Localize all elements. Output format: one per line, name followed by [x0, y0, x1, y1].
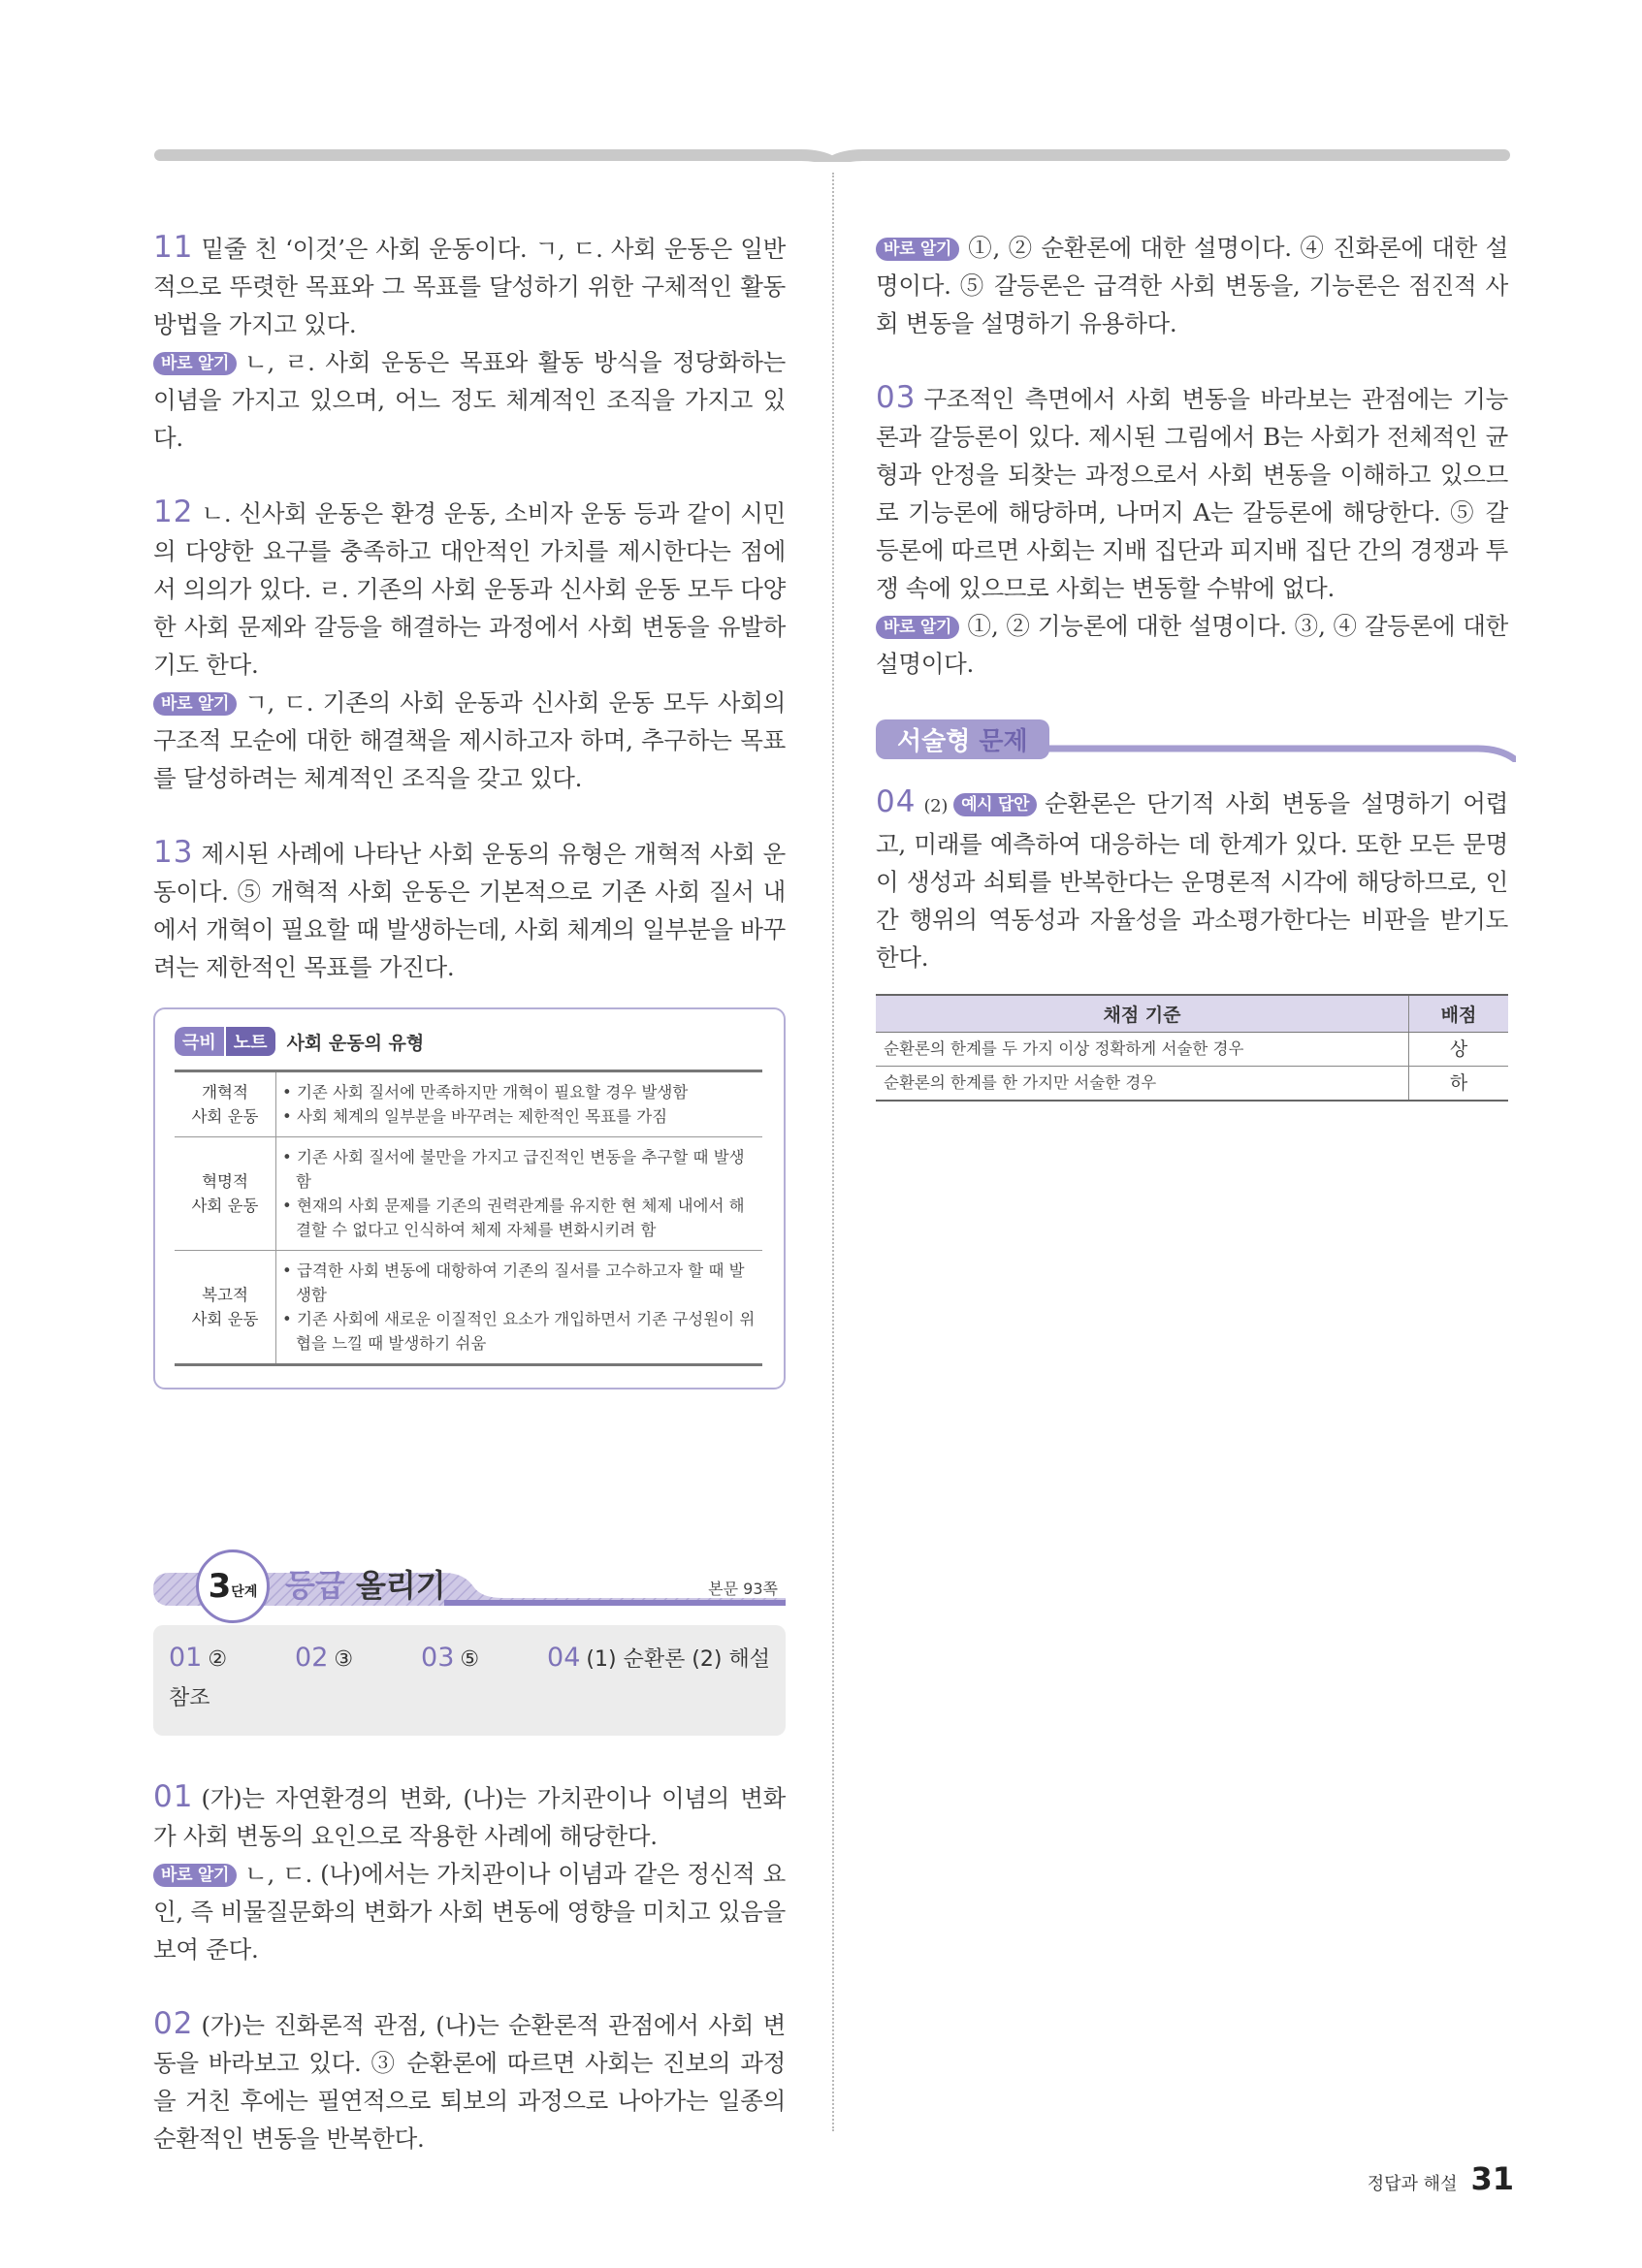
correction-tag: 바로 알기	[153, 352, 237, 375]
list-item: • 기존 사회에 새로운 이질적인 요소가 개입하면서 기존 구성원이 위협을 느낄 때 발생하기 쉬움	[282, 1307, 757, 1356]
answer-11	[153, 229, 786, 457]
answer-text: 밑줄 친 ‘이것’은 사회 운동이다. ㄱ, ㄷ. 사회 운동은 일반적으로 뚜렷한 목표와 그 목표를 달성하기 위한 구체적인 활동 방법을 가지고 있다.	[153, 235, 786, 338]
answer-02-correction	[876, 229, 1508, 342]
criteria-cell: 순환론의 한계를 한 가지만 서술한 경우	[876, 1067, 1409, 1102]
column-divider	[832, 173, 834, 2131]
table-row	[175, 1137, 762, 1251]
note-table	[175, 1070, 762, 1366]
column-header: 배점	[1409, 995, 1509, 1033]
answer-text: 구조적인 측면에서 사회 변동을 바라보는 관점에는 기능론과 갈등론이 있다. 제시된 그림에서 B는 사회가 전체적인 균형과 안정을 되찾는 과정으로서 사회 변동을 이해하고 있으므로 기능론에 해당하며, 나머지 A는 갈등론에 해당한다. ⑤ 갈등론에 따르면 사회는 지배 집단과 피지배 집단 간의 경쟁과 투쟁 속에 있으므로 사회는 변동할 수밖에 없다.	[876, 385, 1508, 602]
answer-key-item: 02 ③	[295, 1643, 354, 1673]
table-header-row	[876, 995, 1508, 1033]
footer-label: 정답과 해설	[1367, 2174, 1458, 2194]
answer-01	[153, 1778, 786, 1968]
correction-tag: 바로 알기	[153, 1864, 237, 1887]
question-number: 01	[153, 1779, 194, 1814]
correction-text: ㄱ, ㄷ. 기존의 사회 운동과 신사회 운동 모두 사회의 구조적 모순에 대한 해결책을 제시하고자 하며, 추구하는 목표를 달성하려는 체계적인 조직을 갖고 있다.	[153, 688, 786, 792]
stage-3-section	[153, 1544, 786, 2194]
answer-key-item: 01 ②	[169, 1643, 228, 1673]
desc-cell	[276, 1137, 763, 1251]
answer-04	[876, 783, 1508, 976]
answer-text: ㄴ. 신사회 운동은 환경 운동, 소비자 운동 등과 같이 시민의 다양한 요구를 충족하고 대안적인 가치를 제시한다는 점에서 의의가 있다. ㄹ. 기존의 사회 운동과 신사회 운동 모두 다양한 사회 문제와 갈등을 해결하는 과정에서 사회 변동을 유발하기도 한다.	[153, 499, 786, 679]
scoring-table	[876, 994, 1508, 1102]
question-number: 12	[153, 495, 194, 529]
table-row	[876, 1033, 1508, 1067]
stage-number-badge	[196, 1549, 270, 1623]
answer-key-item: 04 (1) 순환론 (2) 해설	[547, 1643, 770, 1673]
stage-unit: 단계	[231, 1584, 258, 1600]
list-item: • 사회 체계의 일부분을 바꾸려는 제한적인 목표를 가짐	[282, 1104, 757, 1129]
sample-answer-tag: 예시 답안	[953, 793, 1037, 816]
score-cell: 하	[1409, 1067, 1509, 1102]
answer-text: 제시된 사례에 나타난 사회 운동의 유형은 개혁적 사회 운동이다. ⑤ 개혁적 사회 운동은 기본적으로 기존 사회 질서 내에서 개혁이 필요할 때 발생하는데, 사회 체계의 일부분을 바꾸려는 제한적인 목표를 가진다.	[153, 840, 786, 981]
type-cell: 혁명적 사회 운동	[175, 1137, 276, 1251]
answer-text: 순환론은 단기적 사회 변동을 설명하기 어렵고, 미래를 예측하여 대응하는 데 한계가 있다. 또한 모든 문명이 생성과 쇠퇴를 반복한다는 운명론적 시각에 해당하므로, 인간 행위의 역동성과 자율성을 과소평가한다는 비판을 받기도 한다.	[876, 789, 1508, 972]
answer-key-box	[153, 1625, 786, 1736]
question-number: 02	[153, 2006, 194, 2041]
correction-tag: 바로 알기	[876, 616, 959, 639]
correction-text: ㄴ, ㄷ. (나)에서는 가치관이나 이념과 같은 정신적 요인, 즉 비물질문화의 변화가 사회 변동에 영향을 미치고 있음을 보여 준다.	[153, 1860, 786, 1964]
correction-text: ①, ② 순환론에 대한 설명이다. ④ 진화론에 대한 설명이다. ⑤ 갈등론은 급격한 사회 변동을, 기능론은 점진적 사회 변동을 설명하기 유용하다.	[876, 234, 1508, 337]
page-reference: 본문 93쪽	[708, 1580, 778, 1598]
key-note-box	[153, 1007, 786, 1390]
list-item: • 급격한 사회 변동에 대항하여 기존의 질서를 고수하고자 할 때 발생함	[282, 1259, 757, 1307]
correction-text: ㄴ, ㄹ. 사회 운동은 목표와 활동 방식을 정당화하는 이념을 가지고 있으며, 어느 정도 체계적인 조직을 가지고 있다.	[153, 348, 786, 452]
stage-header	[153, 1544, 786, 1621]
list-item: • 현재의 사회 문제를 기존의 권력관계를 유지한 현 체제 내에서 해결할 수 없다고 인식하여 체제 자체를 변화시키려 함	[282, 1194, 757, 1242]
answer-03	[876, 379, 1508, 683]
section-header-line	[1021, 741, 1516, 762]
desc-cell	[276, 1251, 763, 1365]
note-badge	[175, 1025, 277, 1058]
correction-tag: 바로 알기	[153, 692, 237, 716]
question-number: 04	[876, 784, 917, 819]
page-number: 31	[1470, 2160, 1514, 2197]
list-item: • 기존 사회 질서에 불만을 가지고 급진적인 변동을 추구할 때 발생함	[282, 1145, 757, 1194]
top-divider-bar	[153, 148, 1511, 162]
answer-text: (가)는 진화론적 관점, (나)는 순환론적 관점에서 사회 변동을 바라보고 있다. ③ 순환론에 따르면 사회는 진보의 과정을 거친 후에는 필연적으로 퇴보의 과정으로 나아가는 일종의 순환적인 변동을 반복한다.	[153, 2011, 786, 2153]
list-item: • 기존 사회 질서에 만족하지만 개혁이 필요할 경우 발생함	[282, 1080, 757, 1104]
table-row	[175, 1071, 762, 1137]
section-title: 서술형 문제	[876, 719, 1049, 759]
answer-12	[153, 494, 786, 797]
table-row	[175, 1251, 762, 1365]
question-number: 11	[153, 230, 194, 265]
type-cell: 개혁적 사회 운동	[175, 1071, 276, 1137]
answer-13	[153, 834, 786, 986]
desc-cell	[276, 1071, 763, 1137]
table-row	[876, 1067, 1508, 1102]
stage-number: 3	[208, 1567, 232, 1606]
stage-title: 등급 올리기	[285, 1567, 446, 1604]
right-column	[876, 229, 1508, 1102]
answer-text: (가)는 자연환경의 변화, (나)는 가치관이나 이념의 변화가 사회 변동의 요인으로 작용한 사례에 해당한다.	[153, 1784, 786, 1850]
score-cell: 상	[1409, 1033, 1509, 1067]
note-badge-label: 극비	[175, 1027, 224, 1056]
column-header: 채점 기준	[876, 995, 1409, 1033]
note-badge-label: 노트	[224, 1025, 277, 1058]
correction-text: ①, ② 기능론에 대한 설명이다. ③, ④ 갈등론에 대한 설명이다.	[876, 612, 1508, 678]
note-title: 사회 운동의 유형	[286, 1032, 425, 1054]
question-number: 03	[876, 380, 917, 415]
question-number: 13	[153, 835, 194, 870]
note-header	[175, 1025, 762, 1058]
criteria-cell: 순환론의 한계를 두 가지 이상 정확하게 서술한 경우	[876, 1033, 1409, 1067]
type-cell: 복고적 사회 운동	[175, 1251, 276, 1365]
answer-key-item: 03 ⑤	[421, 1643, 480, 1673]
left-column	[153, 229, 786, 1390]
correction-tag: 바로 알기	[876, 238, 959, 261]
page-footer	[1368, 2160, 1514, 2197]
answer-key-tail: 참조	[169, 1686, 210, 1710]
answer-02	[153, 2005, 786, 2157]
section-header	[876, 719, 1508, 762]
answer-part: (2)	[923, 796, 949, 816]
